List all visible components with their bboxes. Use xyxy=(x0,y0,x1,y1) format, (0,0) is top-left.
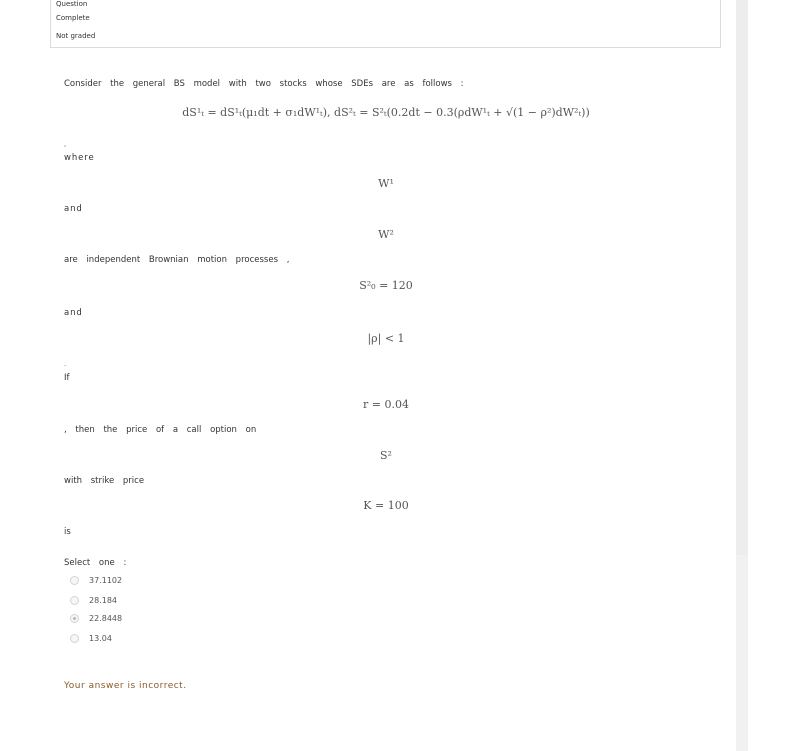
answer-option-3[interactable] xyxy=(70,612,122,624)
s2-math: S² xyxy=(380,449,392,462)
and-text-1: and xyxy=(64,204,83,214)
answer-label[interactable]: 13.04 xyxy=(89,633,112,643)
select-prompt: Select one : xyxy=(64,558,127,568)
w2-math: W² xyxy=(378,228,394,241)
radio-button[interactable] xyxy=(70,576,79,585)
scrollbar-track[interactable] xyxy=(736,0,748,751)
then-text: , then the price of a call option on xyxy=(64,425,257,435)
w1-math: W¹ xyxy=(378,177,394,190)
question-mark: Not graded xyxy=(56,32,96,40)
where-text: where xyxy=(64,153,95,163)
s20-math: S²₀ = 120 xyxy=(359,279,413,292)
is-text: is xyxy=(64,527,71,537)
answer-option-1[interactable] xyxy=(70,574,122,586)
feedback-text: Your answer is incorrect. xyxy=(64,681,187,691)
radio-button[interactable] xyxy=(70,634,79,643)
r-math: r = 0.04 xyxy=(363,398,409,411)
answer-label[interactable]: 37.1102 xyxy=(89,575,123,585)
period-text: . xyxy=(64,360,67,368)
answer-option-2[interactable] xyxy=(70,594,117,606)
comma-text: , xyxy=(64,140,67,148)
question-label: Question xyxy=(56,0,88,8)
and-text-2: and xyxy=(64,308,83,318)
rho-math: |ρ| < 1 xyxy=(367,332,405,345)
radio-button-selected[interactable] xyxy=(70,614,79,623)
radio-button[interactable] xyxy=(70,596,79,605)
independent-text: are independent Brownian motion processes , xyxy=(64,255,290,265)
question-intro: Consider the general BS model with two stocks whose SDEs are as follows : xyxy=(64,79,464,89)
answer-label[interactable]: 28.184 xyxy=(89,595,117,605)
answer-option-4[interactable] xyxy=(70,632,112,644)
question-info-box xyxy=(50,0,721,48)
sde-equation: dS¹ₜ = dS¹ₜ(μ₁dt + σ₁dW¹ₜ), dS²ₜ = S²ₜ(0.2dt − 0.3(ρdW¹ₜ + √(1 − ρ²)dW²ₜ)) xyxy=(182,106,590,119)
k-math: K = 100 xyxy=(363,499,409,512)
if-text: If xyxy=(64,373,70,383)
scrollbar-thumb[interactable] xyxy=(736,0,748,555)
strike-text: with strike price xyxy=(64,476,145,486)
question-state: Complete xyxy=(56,14,90,22)
answer-label[interactable]: 22.8448 xyxy=(89,613,123,623)
